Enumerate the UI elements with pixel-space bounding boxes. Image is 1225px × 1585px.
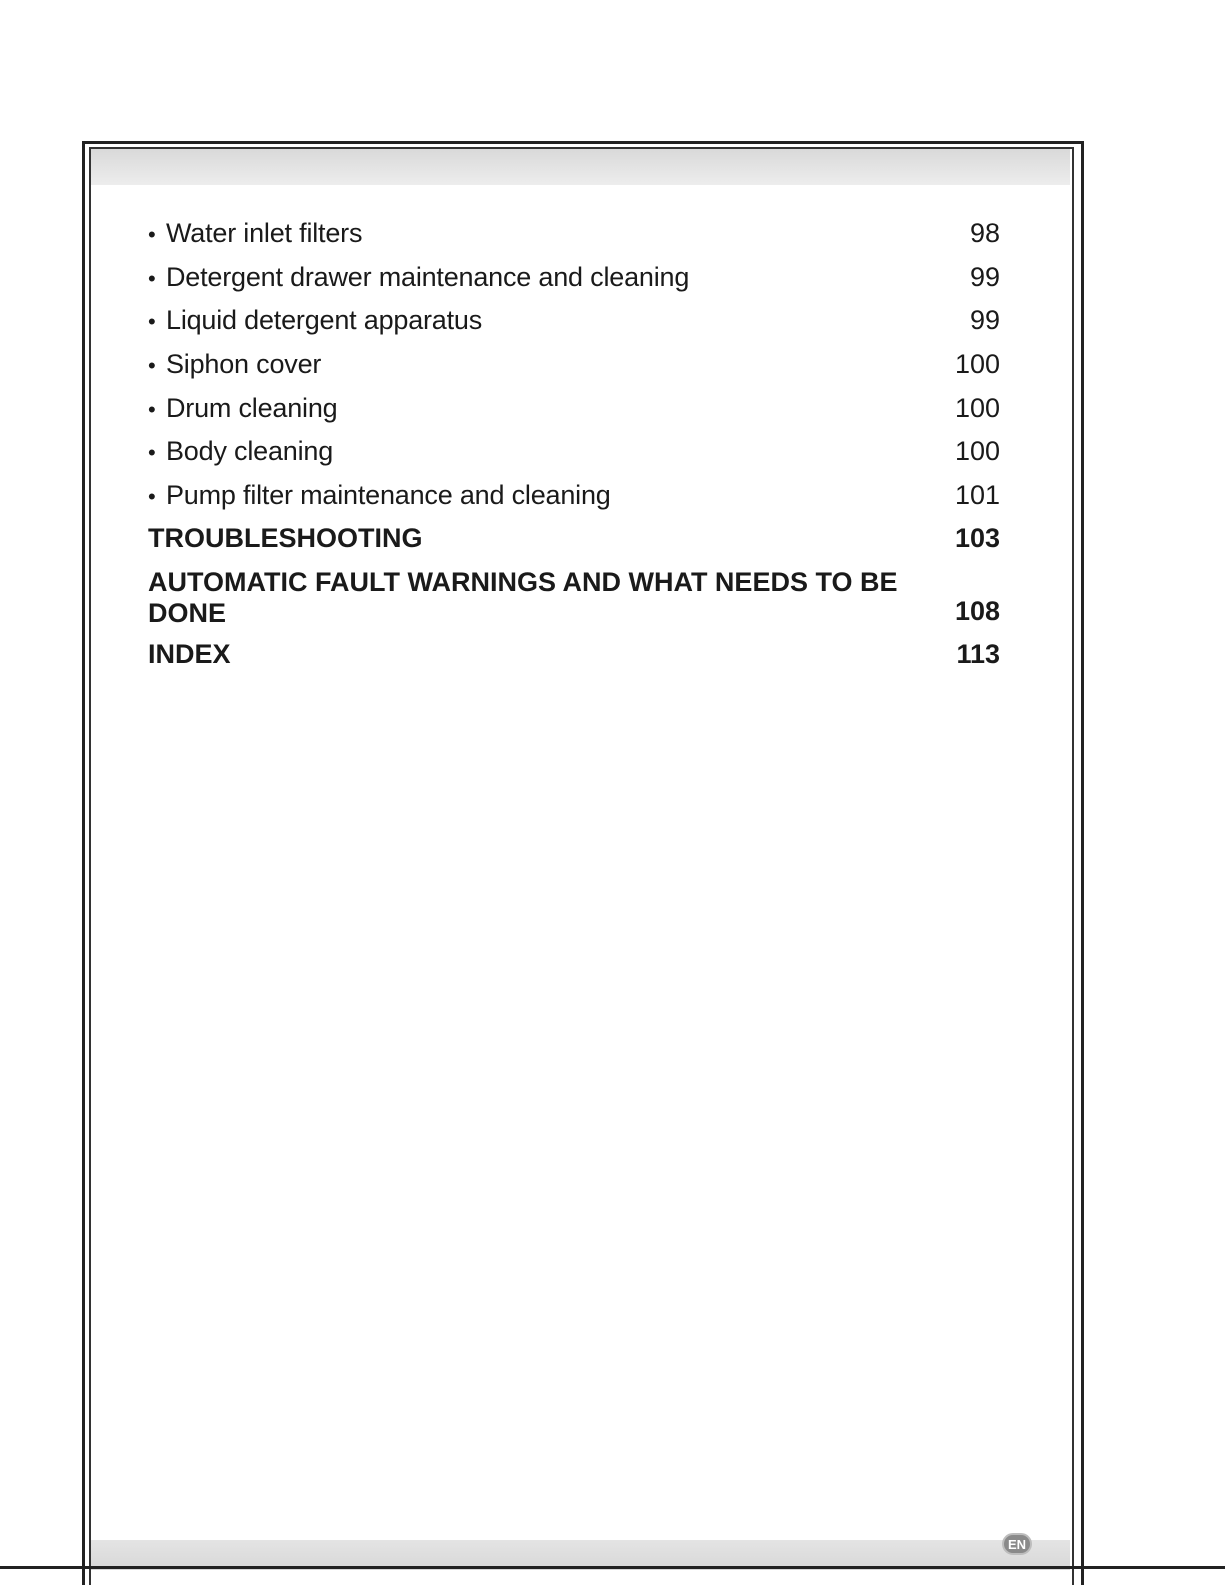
- header-band: [91, 149, 1070, 185]
- toc-entry-body-cleaning[interactable]: [148, 430, 1000, 474]
- toc-page-number: 100: [954, 436, 1000, 467]
- toc-page-number: 113: [956, 638, 1000, 669]
- bullet-icon: •: [148, 440, 156, 466]
- toc-section-automatic-fault-warnings[interactable]: [148, 559, 1000, 633]
- bullet-icon: •: [148, 396, 156, 422]
- toc-entry-pump-filter[interactable]: [148, 474, 1000, 518]
- toc-page-number: 100: [954, 392, 1000, 423]
- toc-page-number: 100: [954, 349, 1000, 380]
- toc-entry-label: • Liquid detergent apparatus: [148, 305, 483, 336]
- toc-page-number: 108: [954, 596, 1000, 627]
- toc-entry-drum-cleaning[interactable]: [148, 386, 1000, 430]
- bullet-icon: •: [148, 265, 156, 291]
- toc-section-troubleshooting[interactable]: [148, 517, 1000, 559]
- toc-section-label: TROUBLESHOOTING: [148, 522, 423, 553]
- bullet-icon: •: [148, 309, 156, 335]
- toc-section-label: INDEX: [148, 638, 231, 669]
- toc-entry-label: • Pump filter maintenance and cleaning: [148, 479, 611, 510]
- toc-entry-siphon-cover[interactable]: [148, 343, 1000, 387]
- toc-entry-label: • Drum cleaning: [148, 392, 338, 423]
- toc-entry-label: • Body cleaning: [148, 436, 334, 467]
- toc-page-number: 103: [954, 522, 1000, 553]
- toc-entry-label: • Detergent drawer maintenance and cleaning: [148, 261, 690, 292]
- language-badge-icon: EN: [1002, 1533, 1032, 1555]
- footer-rule: [0, 1566, 1225, 1569]
- toc-page-number: 98: [969, 218, 1000, 249]
- toc-entry-label: • Water inlet filters: [148, 218, 363, 249]
- bullet-icon: •: [148, 222, 156, 248]
- toc-section-index[interactable]: [148, 633, 1000, 675]
- toc-entry-liquid-detergent[interactable]: [148, 299, 1000, 343]
- toc-entry-water-inlet-filters[interactable]: [148, 212, 1000, 256]
- bullet-icon: •: [148, 352, 156, 378]
- toc-page-number: 99: [969, 305, 1000, 336]
- table-of-contents: [148, 212, 1000, 675]
- bullet-icon: •: [148, 483, 156, 509]
- toc-entry-detergent-drawer[interactable]: [148, 256, 1000, 300]
- toc-section-label: AUTOMATIC FAULT WARNINGS AND WHAT NEEDS TO BE DONE: [148, 567, 898, 629]
- toc-page-number: 99: [969, 261, 1000, 292]
- toc-page-number: 101: [954, 479, 1000, 510]
- toc-entry-label: • Siphon cover: [148, 349, 322, 380]
